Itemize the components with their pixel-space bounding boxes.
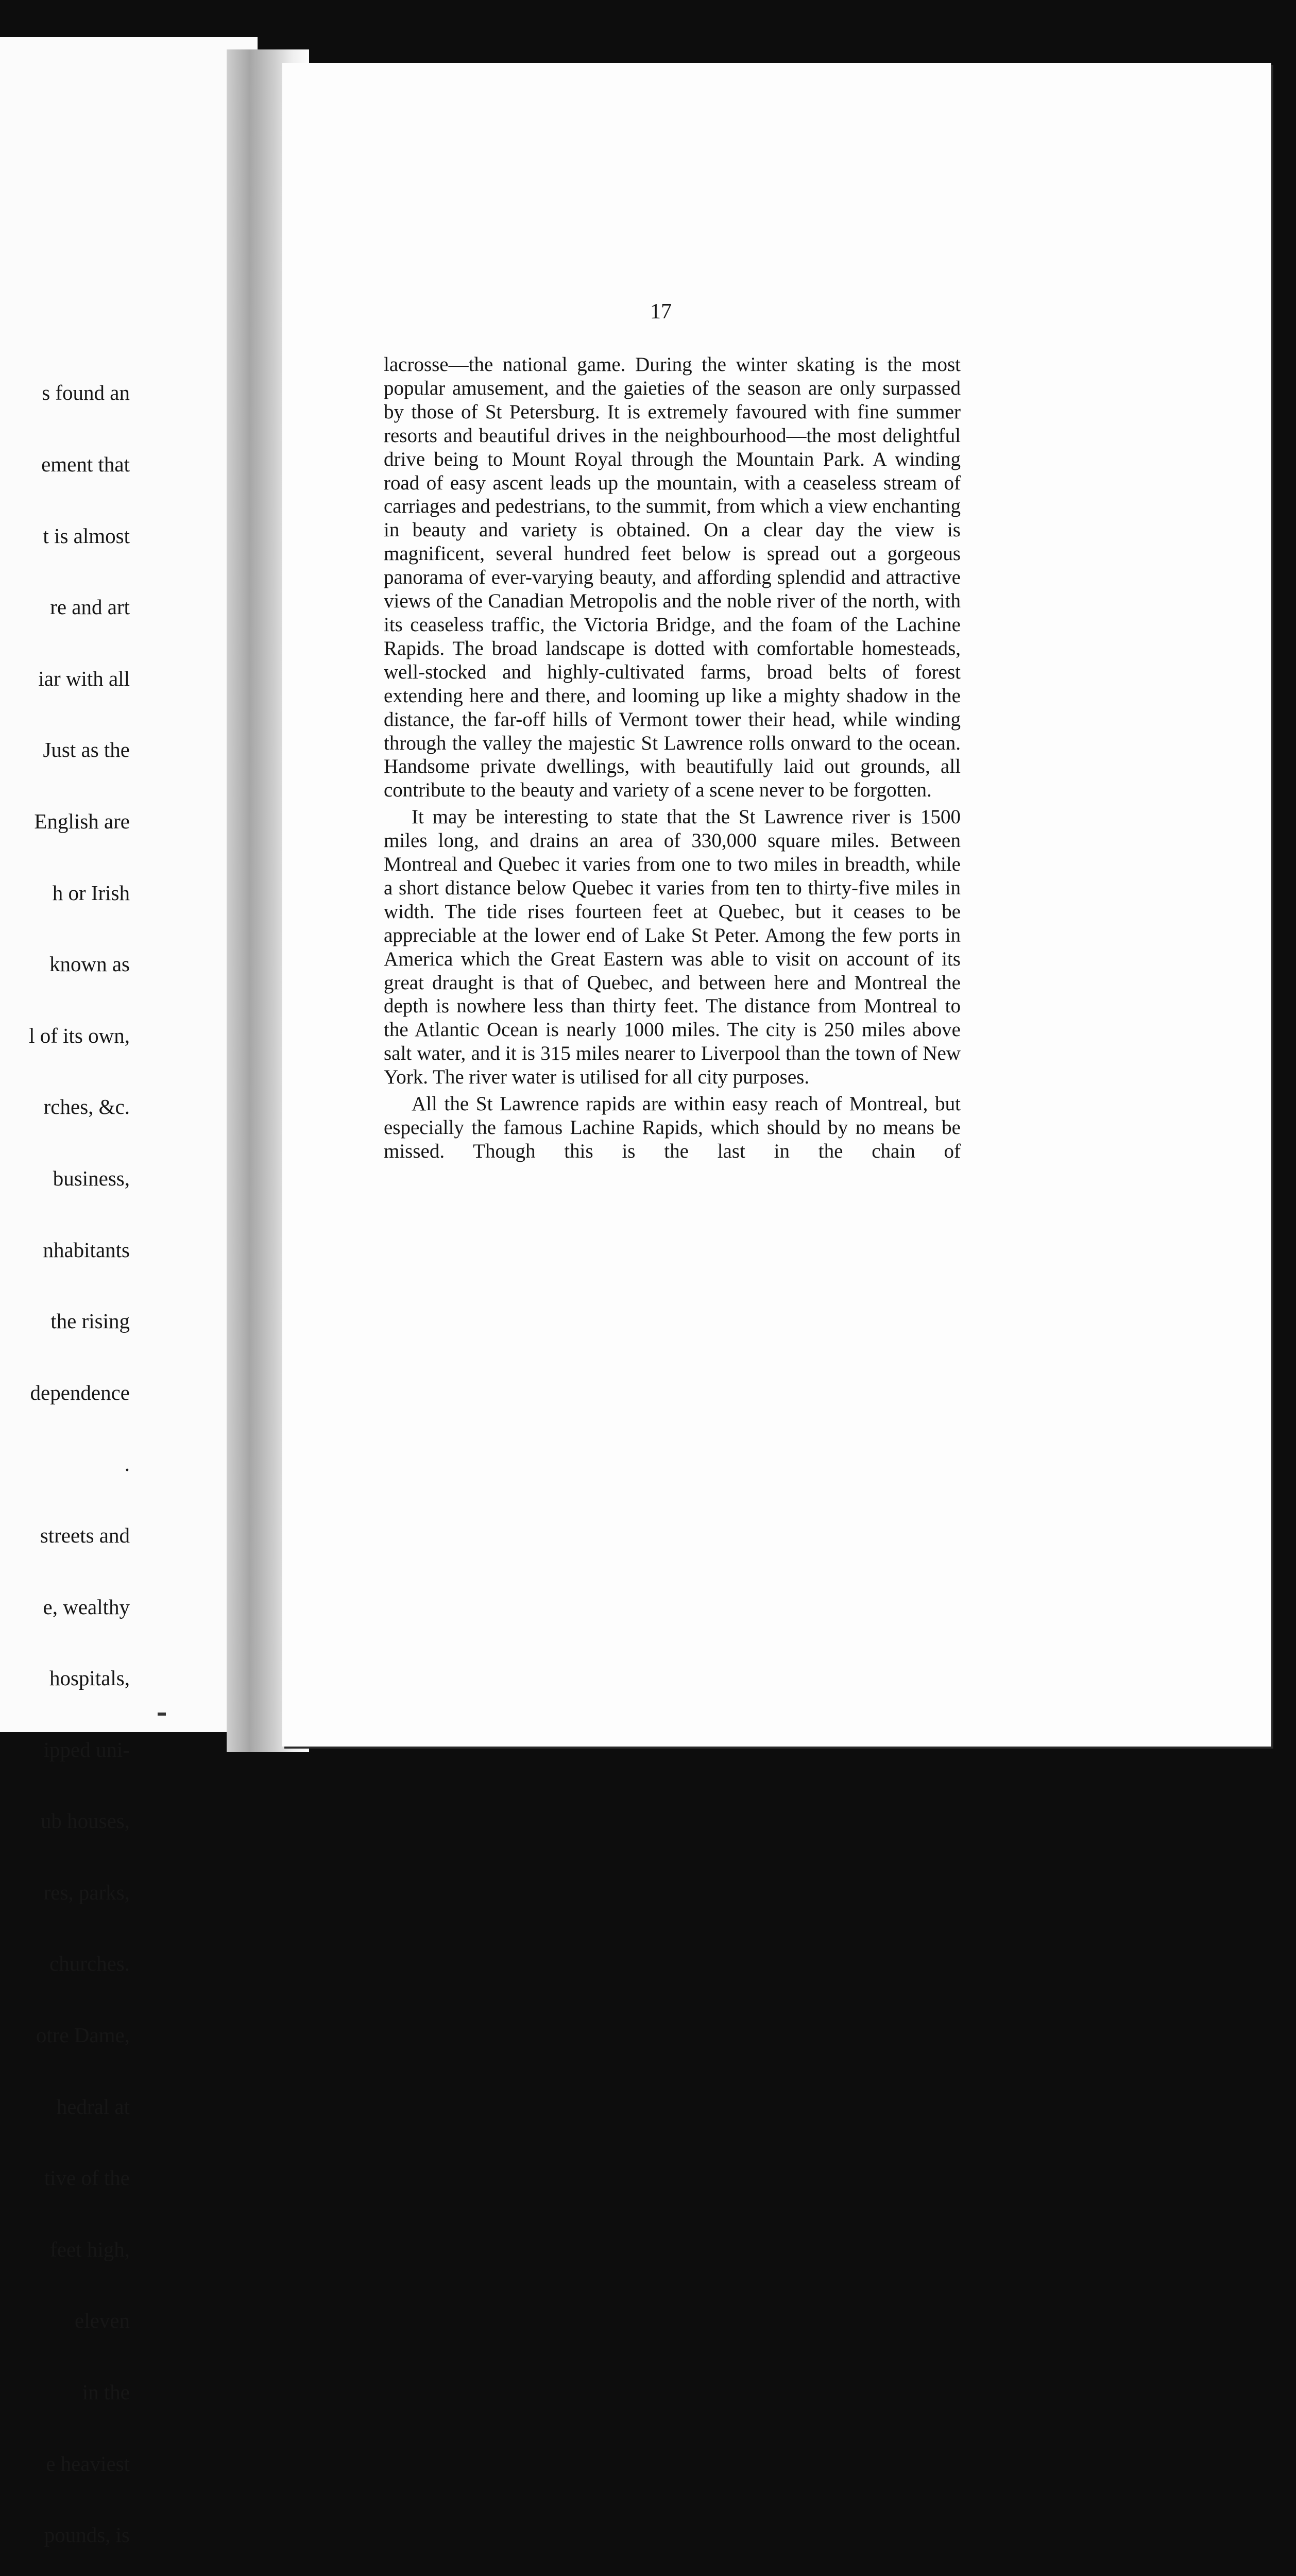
left-line: .: [124, 1452, 130, 1476]
left-line: iar with all: [38, 666, 130, 690]
left-facing-page: [0, 37, 258, 2547]
left-line: in the: [82, 2380, 130, 2404]
left-line: res, parks,: [43, 1880, 130, 1904]
paragraph: It may be interesting to state that the St Lawrence river is 1500 miles long, and drains an area of 330,000 square miles. Between Montreal and Quebec it varies from one to two miles in breadth, while a short distance below Quebec it varies from ten to thirty-five miles in width. The tide rises fourteen feet at Quebec, but it ceases to be appreciable at the lower end of Lake St Peter. Among the few ports in America which the Great Eastern was able to visit on account of its great draught is that of Quebec, and between here and Montreal the depth is nowhere less than thirty feet. The distance from Montreal to the Atlantic Ocean is nearly 1000 miles. The city is 250 miles above salt water, and it is 315 miles nearer to Liverpool than the town of New York. The river water is utilised for all city purposes.: [384, 806, 961, 1089]
left-page-text: [0, 333, 130, 2576]
left-line: ipped uni-: [43, 1737, 130, 1761]
left-line: eleven: [75, 2309, 130, 2333]
left-line: re and art: [50, 595, 130, 619]
left-line: ement that: [41, 452, 130, 476]
left-line: dependence: [30, 1380, 130, 1404]
paragraph: All the St Lawrence rapids are within easy reach of Montreal, but especially the famous Lachine Rapids, which should by no means be missed. Though this is the last in the chain of: [384, 1093, 961, 1162]
left-line: l of its own,: [29, 1023, 130, 1047]
left-line: rches, &c.: [43, 1095, 130, 1119]
left-line: feet high,: [50, 2237, 130, 2261]
left-line: hedral at: [56, 2094, 130, 2119]
left-line: e, wealthy: [43, 1595, 130, 1619]
left-line: streets and: [40, 1523, 130, 1547]
print-mark: [158, 1713, 166, 1716]
left-line: business,: [53, 1166, 130, 1190]
left-line: Just as the: [43, 738, 130, 762]
left-line: the rising: [50, 1309, 130, 1333]
left-line: hospitals,: [49, 1666, 130, 1690]
left-line: English are: [34, 809, 130, 833]
paragraph: lacrosse—the national game. During the winter skating is the most popular amusement, and the gaieties of the season are only surpassed by those of St Petersburg. It is extremely favoured with fine summer resorts and beautiful drives in the neighbourhood—the most delightful drive being to Mount Royal through the Mountain Park. A winding road of easy ascent leads up the mountain, with a ceaseless stream of carriages and pedestrians, to the summit, from which a view enchanting in beauty and variety is obtained. On a clear day the view is magnificent, several hundred feet below is spread out a gorgeous panorama of ever-varying beauty, and affording splendid and attractive views of the Canadian Metropolis and the noble river of the north, with its ceaseless traffic, the Victoria Bridge, and the foam of the Lachine Rapids. The broad landscape is dotted with comfortable homesteads, well-stocked and highly-cultivated farms, broad belts of forest extending here and there, and looming up like a mighty shadow in the distance, the far-off hills of Vermont tower their head, while winding through the valley the majestic St Lawrence rolls onward to the ocean. Handsome private dwellings, with beautifully laid out grounds, all contribute to the beauty and variety of a scene never to be forgotten.: [384, 353, 961, 802]
left-line: pounds, is: [44, 2523, 130, 2547]
left-line: ub houses,: [40, 1809, 130, 1833]
left-line: nhabitants: [43, 1238, 130, 1262]
left-line: e heaviest: [46, 2451, 130, 2476]
left-line: otre Dame,: [36, 2023, 130, 2047]
page-body-text: [384, 353, 961, 1163]
page-number: 17: [650, 300, 672, 324]
left-line: tive of the: [44, 2166, 130, 2190]
left-line: known as: [49, 952, 130, 976]
left-line: s found an: [42, 381, 130, 405]
left-line: h or Irish: [52, 880, 130, 905]
left-line: t is almost: [43, 523, 130, 548]
left-line: churches.: [49, 1952, 130, 1976]
